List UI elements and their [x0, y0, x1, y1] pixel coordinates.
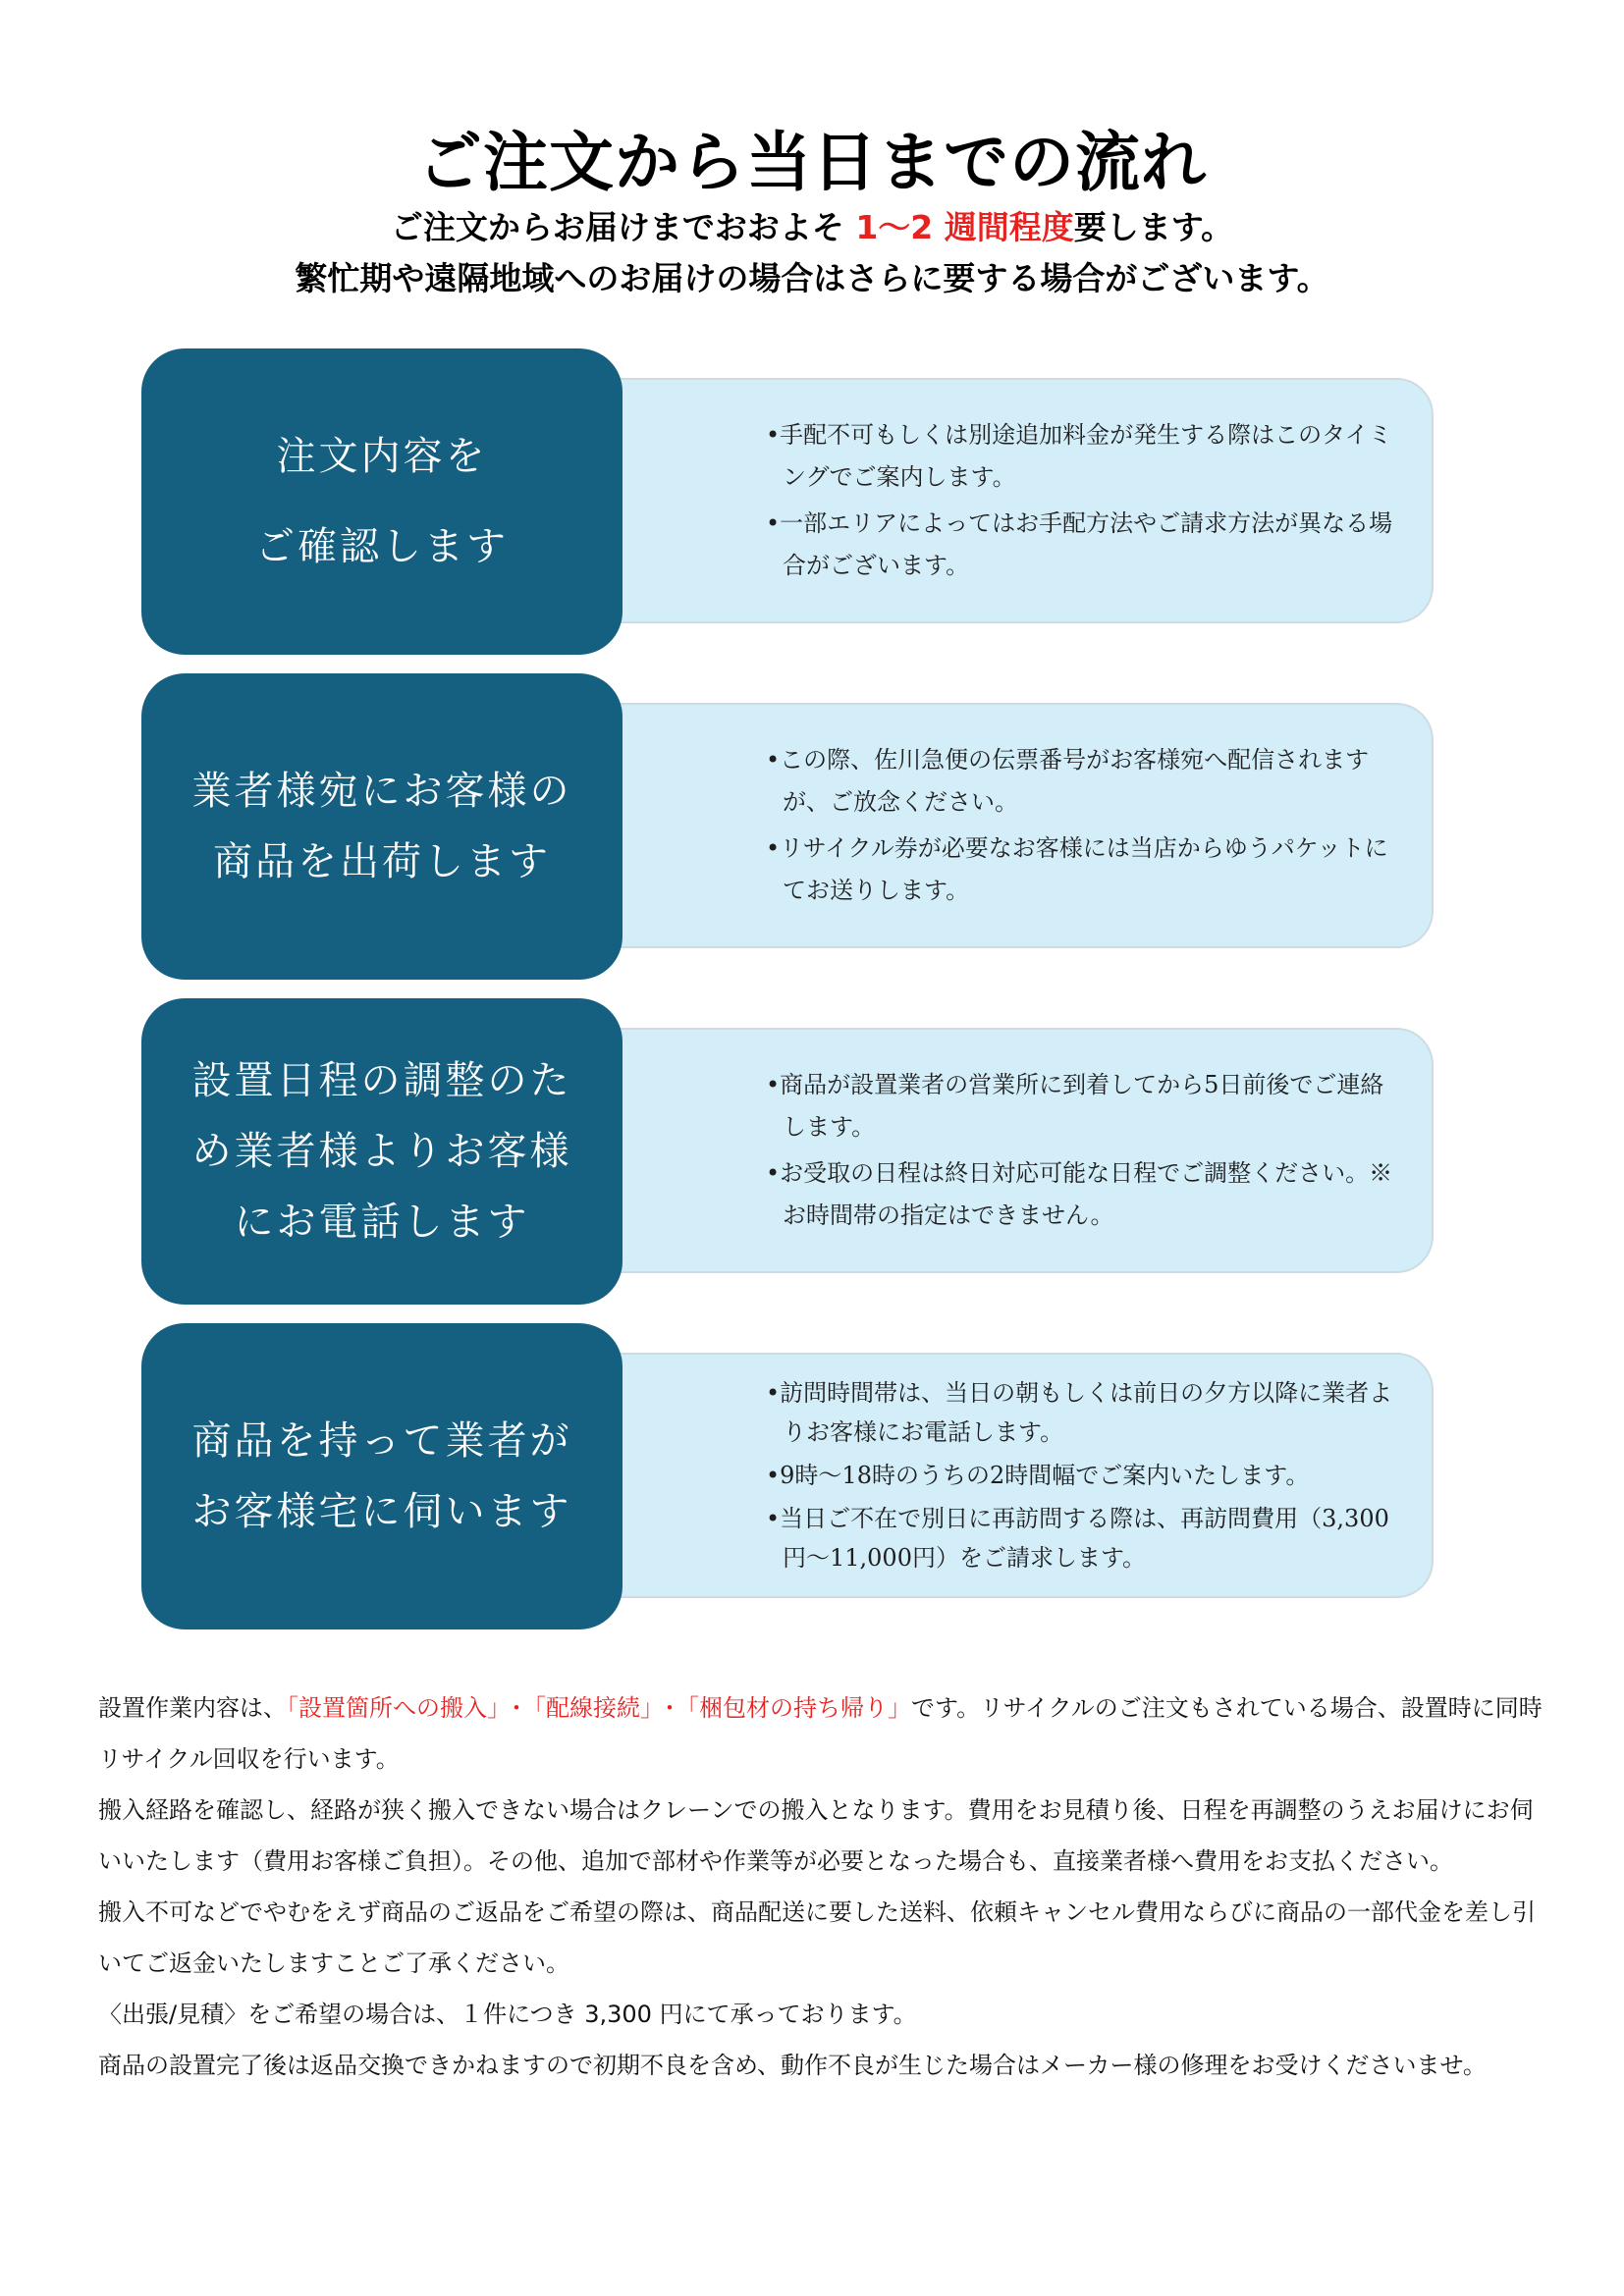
step-title-line: にお電話します	[234, 1200, 530, 1245]
step-title-box	[141, 348, 623, 655]
step-title-box	[141, 998, 623, 1305]
note-return-refund: 搬入不可などでやむをえず商品のご返品をご希望の際は、商品配送に要した送料、依頼キャンセル費用ならびに商品の一部代金を差し引いてご返金いたしますことご了承ください。	[98, 1898, 1536, 1977]
step-detail-box	[573, 703, 1434, 948]
step-title-line: 設置日程の調整のた	[191, 1058, 572, 1103]
step-title-line: ご確認します	[255, 524, 509, 569]
step-detail-box	[573, 1028, 1434, 1273]
detail-bullet: •お受取の日程は終日対応可能な日程でご調整ください。※お時間帯の指定はできません。	[766, 1159, 1393, 1229]
detail-bullet: •この際、佐川急便の伝票番号がお客様宛へ配信されますが、ご放念ください。	[766, 746, 1370, 816]
step-detail-box	[573, 378, 1434, 623]
detail-bullet: •商品が設置業者の営業所に到着してから5日前後でご連絡します。	[766, 1071, 1384, 1141]
step-confirm-order	[141, 348, 1492, 655]
notes-section	[98, 1682, 1551, 2091]
page-title: ご注文から当日までの流れ	[417, 125, 1207, 200]
step-visit-delivery	[141, 1323, 1492, 1629]
delivery-period-highlight: 1～2 週間程度	[855, 208, 1074, 246]
subtitle-text: ご注文からお届けまでおおよそ	[390, 208, 856, 246]
subtitle-text: 要します。	[1073, 208, 1234, 246]
step-title-line: 業者様宛にお客様の	[191, 769, 572, 814]
detail-bullet: •一部エリアによってはお手配方法やご請求方法が異なる場合がございます。	[766, 509, 1393, 579]
detail-bullet: •9時～18時のうちの2時間幅でご案内いたします。	[766, 1462, 1310, 1489]
note-installation-scope	[98, 1682, 1551, 1785]
subtitle-busy-season: 繁忙期や遠隔地域へのお届けの場合はさらに要する場合がございます。	[295, 259, 1329, 297]
note-crane-delivery: 搬入経路を確認し、経路が狭く搬入できない場合はクレーンでの搬入となります。費用をお見積り後、日程を再調整のうえお届けにお伺いいたします（費用お客様ご負担）。その他、追加で部材や作業等が必要となった場合も、直接業者様へ費用をお支払ください。	[98, 1796, 1534, 1875]
note-estimate-fee: 〈出張/見積〉をご希望の場合は、１件につき 3,300 円にて承っております。	[98, 2001, 917, 2028]
subtitle-delivery-time	[0, 202, 1624, 248]
detail-bullet: •リサイクル券が必要なお客様には当店からゆうパケットにてお送りします。	[766, 834, 1388, 904]
step-title-line: 商品を持って業者が	[191, 1418, 572, 1464]
step-title-line: 商品を出荷します	[213, 839, 551, 884]
step-title-box	[141, 673, 623, 980]
note-text: 設置作業内容は、	[98, 1694, 287, 1722]
step-title-box	[141, 1323, 623, 1629]
note-text: です。リサイクルのご注文もされている場合、設置時に同時リサイクル回収を行います。	[98, 1694, 1543, 1773]
step-schedule-call	[141, 998, 1492, 1305]
step-ship-product	[141, 673, 1492, 980]
detail-bullet: •手配不可もしくは別途追加料金が発生する際はこのタイミングでご案内します。	[766, 421, 1392, 491]
step-title-line: 注文内容を	[276, 434, 488, 479]
note-no-returns: 商品の設置完了後は返品交換できかねますので初期不良を含め、動作不良が生じた場合はメーカー様の修理をお受けくださいませ。	[98, 2052, 1487, 2079]
step-title-line: お客様宅に伺います	[191, 1489, 572, 1534]
detail-bullet: •訪問時間帯は、当日の朝もしくは前日の夕方以降に業者よりお客様にお電話します。	[766, 1379, 1393, 1446]
step-title-line: め業者様よりお客様	[191, 1129, 572, 1174]
installation-scope-highlight: 「設置箇所への搬入」･「配線接続」･「梱包材の持ち帰り」	[287, 1694, 911, 1722]
step-detail-box	[573, 1353, 1434, 1598]
detail-bullet: •当日ご不在で別日に再訪問する際は、再訪問費用（3,300円～11,000円）をご請求します。	[766, 1505, 1389, 1572]
